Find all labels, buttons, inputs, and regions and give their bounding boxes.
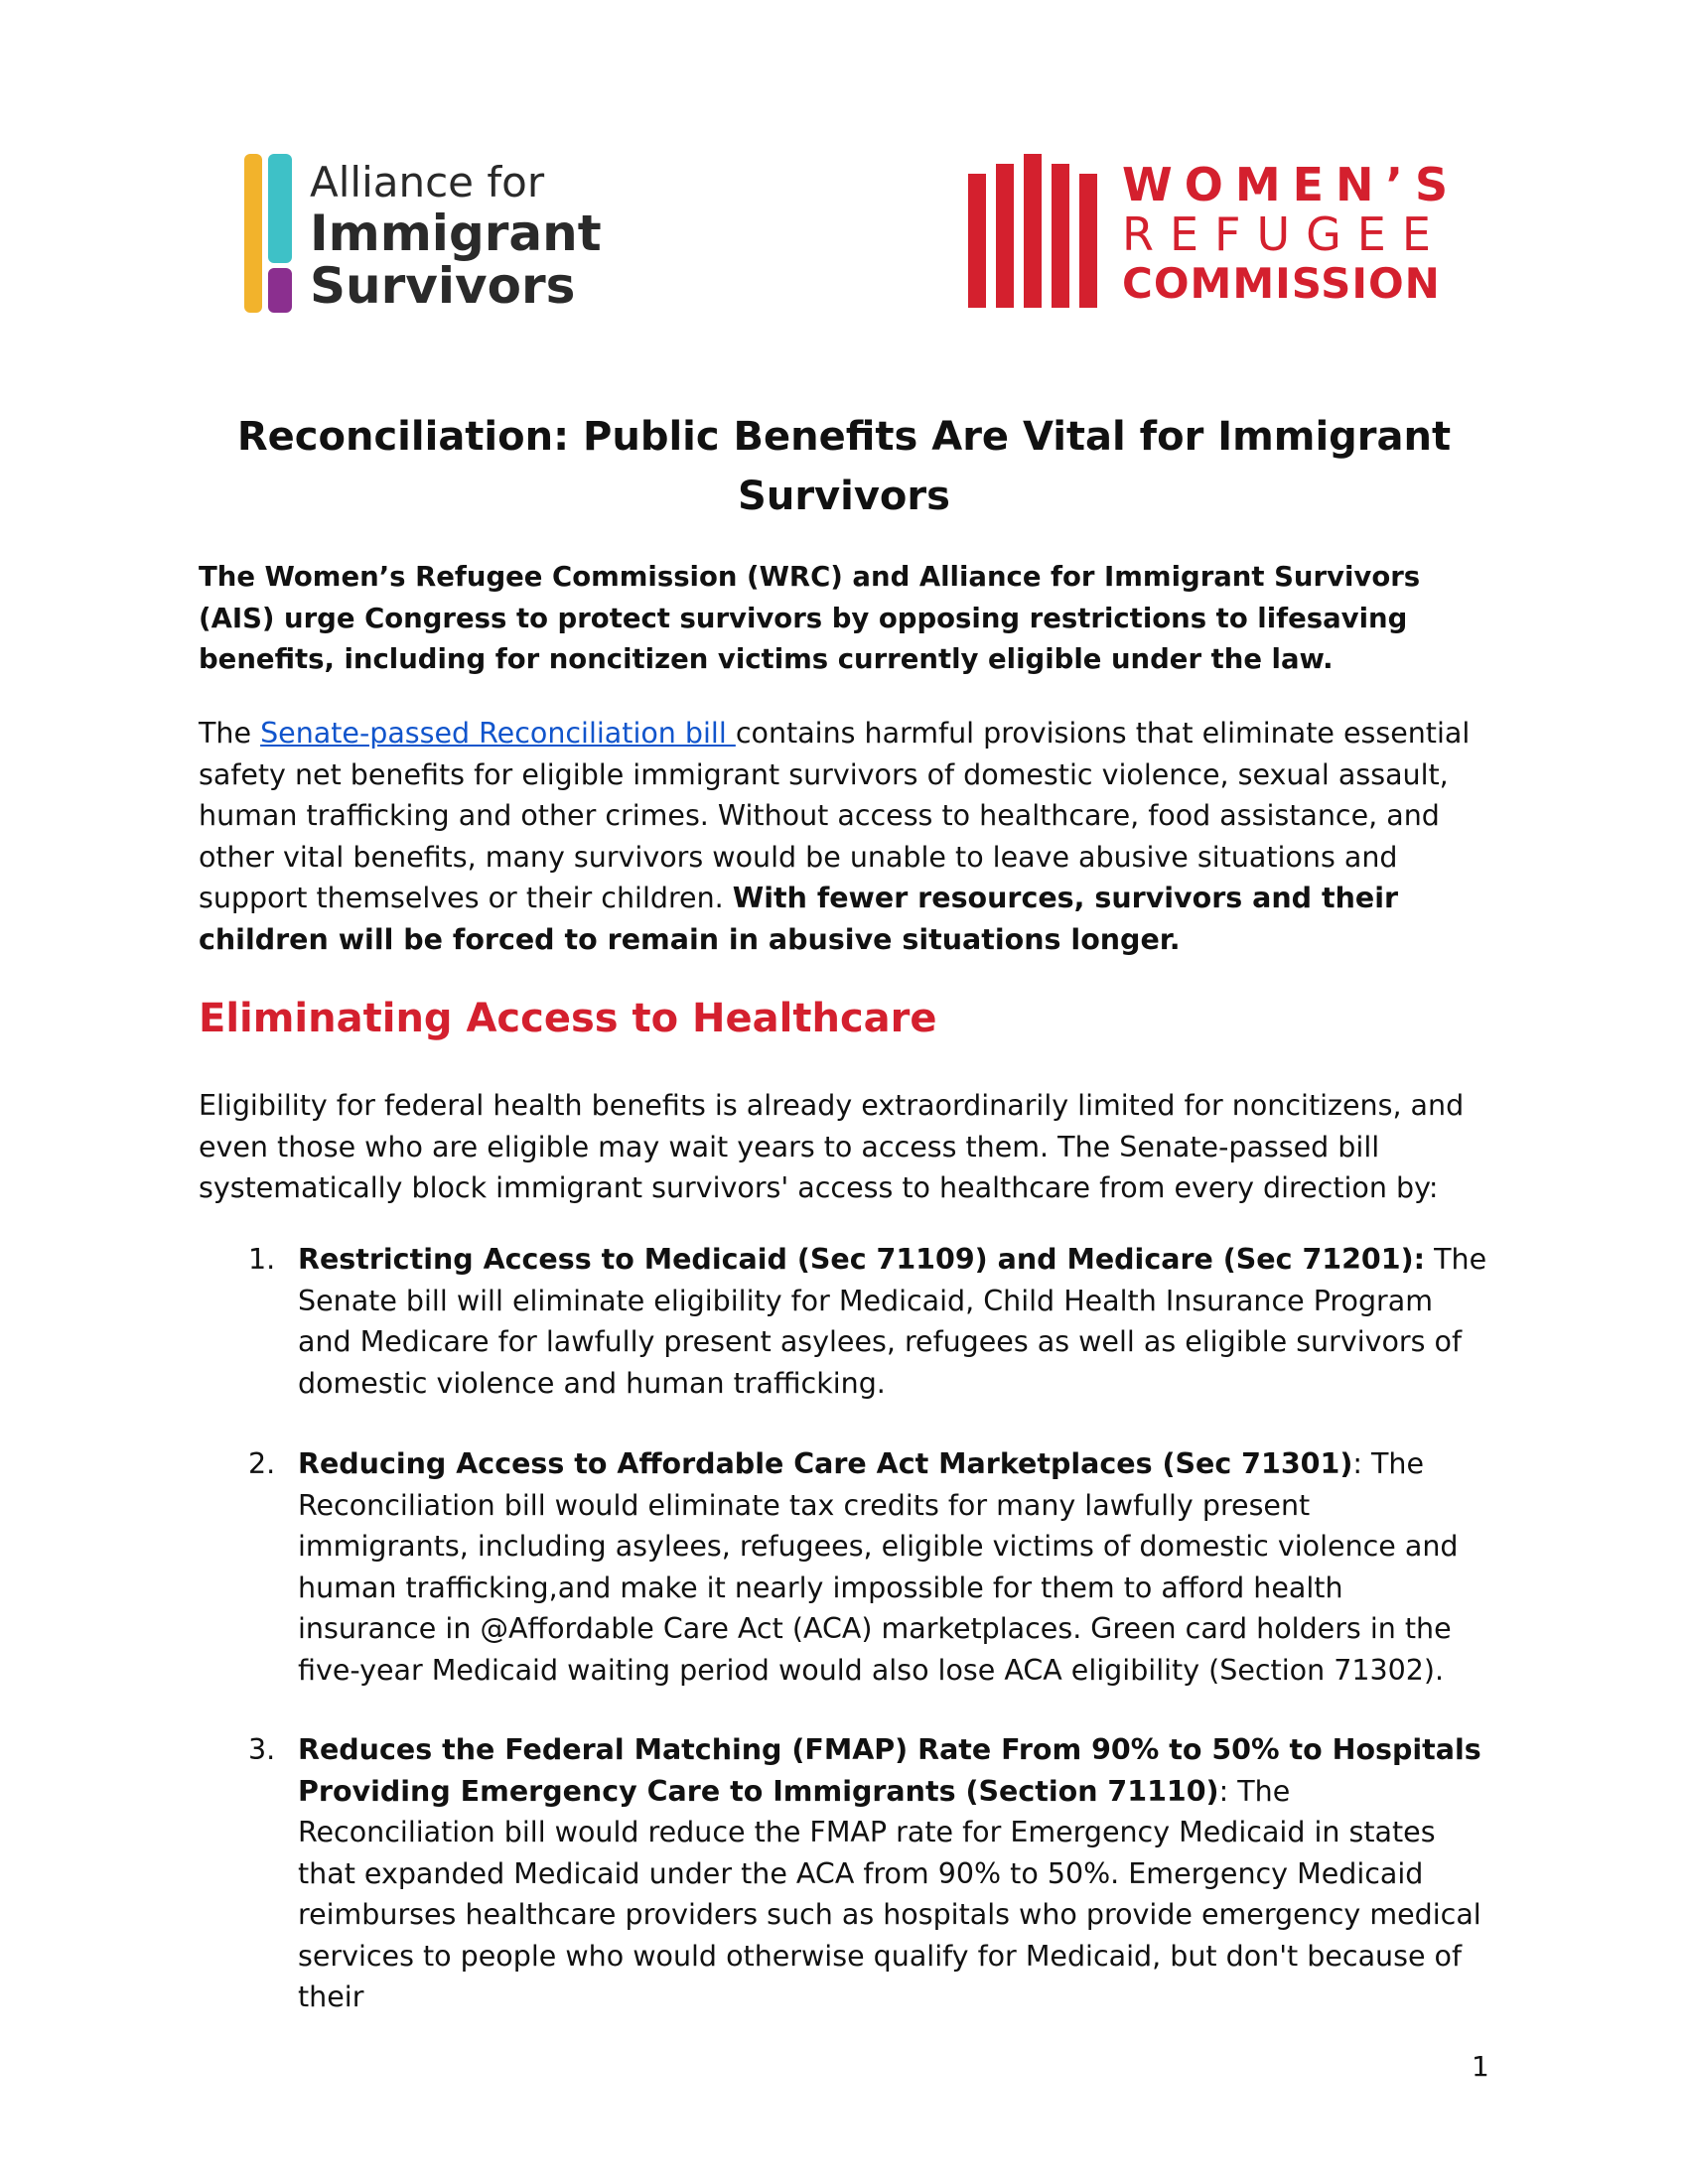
list-item-body: : The Reconciliation bill would reduce the FMAP rate for Emergency Medicaid in states that expanded Medicaid under the ACA from 90% to 50%. Emergency Medicaid reimburses healthcare providers such as hospitals who provide emergency medical services to people who would otherwise qualify for Medicaid, but don't because of their bbox=[298, 1774, 1481, 2013]
wrc-logo-bar bbox=[996, 164, 1014, 308]
wrc-logo-line2: REFUGEE bbox=[1122, 207, 1447, 261]
wrc-logo-bar bbox=[1079, 174, 1097, 308]
page-number: 1 bbox=[1472, 2050, 1489, 2083]
ais-logo-purple-bar bbox=[268, 268, 292, 313]
ais-logo-line2: Immigrant bbox=[310, 205, 602, 262]
list-item bbox=[248, 1239, 1489, 1404]
body-paragraph-1 bbox=[199, 713, 1489, 960]
list-item bbox=[248, 1443, 1489, 1691]
wrc-logo bbox=[968, 154, 1475, 313]
wrc-logo-line1: WOMEN’S bbox=[1122, 158, 1461, 211]
section-heading: Eliminating Access to Healthcare bbox=[199, 996, 937, 1041]
list-item bbox=[248, 1729, 1489, 2018]
list-item-body: The Senate bill will eliminate eligibility for Medicaid, Child Health Insurance Program and Medicare for lawfully present asylees, refugees as well as eligible survivors of domestic violence and human trafficking. bbox=[298, 1243, 1487, 1400]
ais-logo-teal-bar bbox=[268, 154, 292, 263]
wrc-logo-line3: COMMISSION bbox=[1122, 259, 1441, 308]
list-item-number: 1. bbox=[248, 1243, 276, 1276]
list-item-text bbox=[298, 1443, 1489, 1691]
wrc-logo-bar bbox=[1024, 154, 1042, 308]
ais-logo-line1: Alliance for bbox=[310, 158, 545, 206]
list-item-number: 3. bbox=[248, 1733, 276, 1766]
list-item-body: : The Reconciliation bill would eliminate tax credits for many lawfully present immigrants, including asylees, refugees, eligible victims of domestic violence and human trafficking,and make it nearly impossible for them to afford health insurance in @Affordable Care Act (ACA) marketplaces. Green card holders in the five-year Medicaid waiting period would also lose ACA eligibility (Section 71302). bbox=[298, 1447, 1459, 1687]
ais-logo bbox=[244, 154, 622, 318]
ais-logo-yellow-bar bbox=[244, 154, 262, 313]
wrc-logo-bar bbox=[1052, 164, 1069, 308]
intro-paragraph: The Women’s Refugee Commission (WRC) and Alliance for Immigrant Survivors (AIS) urge Congress to protect survivors by opposing restrictions to lifesaving benefits, including for noncitizen victims currently eligible under the law. bbox=[199, 561, 1421, 675]
list-item-bold: Restricting Access to Medicaid (Sec 71109) and Medicare (Sec 71201): bbox=[298, 1243, 1426, 1276]
document-title: Reconciliation: Public Benefits Are Vital for Immigrant Survivors bbox=[236, 414, 1452, 519]
wrc-logo-bar bbox=[968, 174, 986, 308]
body1-bold-text: With fewer resources, survivors and their children will be forced to remain in abusive situations longer. bbox=[199, 882, 1399, 956]
list-item-bold: Reducing Access to Affordable Care Act Marketplaces (Sec 71301) bbox=[298, 1447, 1353, 1480]
list-item-text bbox=[298, 1729, 1489, 2018]
ais-logo-line3: Survivors bbox=[310, 257, 576, 315]
body1-text: contains harmful provisions that eliminate essential safety net benefits for eligible immigrant survivors of domestic violence, sexual assault, human trafficking and other crimes. Without access to healthcare, food assistance, and other vital benefits, many survivors would be unable to leave abusive situations and support themselves or their children. bbox=[199, 717, 1471, 914]
list-item-bold: Reduces the Federal Matching (FMAP) Rate From 90% to 50% to Hospitals Providing Emergency Care to Immigrants (Section 71110) bbox=[298, 1733, 1481, 1808]
body1-prefix: The bbox=[199, 717, 261, 750]
body-paragraph-2: Eligibility for federal health benefits is already extraordinarily limited for noncitizens, and even those who are eligible may wait years to access them. The Senate-passed bill systematically block immigrant survivors' access to healthcare from every direction by: bbox=[199, 1089, 1465, 1204]
senate-bill-link[interactable]: Senate-passed Reconciliation bill bbox=[260, 717, 736, 750]
list-item-text bbox=[298, 1239, 1489, 1404]
list-item-number: 2. bbox=[248, 1447, 276, 1480]
